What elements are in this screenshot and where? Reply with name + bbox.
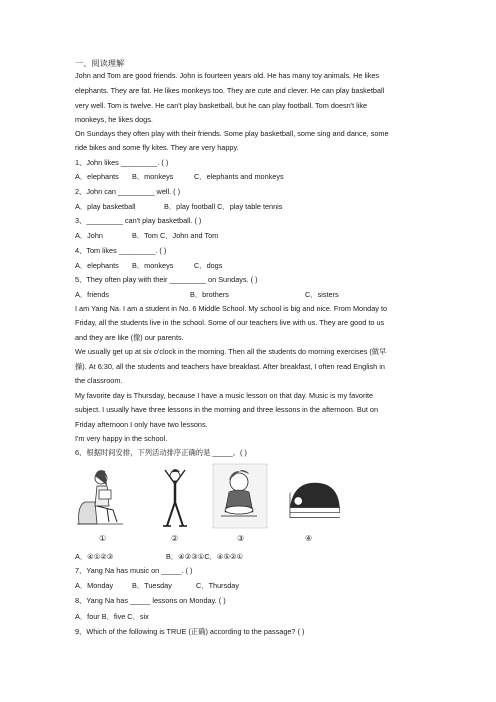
q5-option-a: A．friends xyxy=(75,290,110,299)
section-title: 一、阅读理解 xyxy=(75,58,125,68)
exercise-picture xyxy=(145,462,203,530)
question-3: 3、_________ can't play basketball. ( ) xyxy=(75,216,202,225)
question-5: 5、They often play with their _________ on Sundays. ( ) xyxy=(75,275,258,284)
q4-option-b: B．monkeys xyxy=(132,261,174,270)
passage2-line: Friday afternoon I only have two lessons. xyxy=(75,420,208,429)
passage2-line: I am Yang Na. I am a student in No. 6 Middle School. My school is big and nice. From Monday to xyxy=(75,304,388,313)
passage2-line: We usually get up at six o'clock in the morning. Then all the students do morning exercises (做早 xyxy=(75,347,387,356)
q3-option-a: A．John xyxy=(75,231,103,240)
passage1-line: John and Tom are good friends. John is fourteen years old. He has many toy animals. He likes xyxy=(75,71,380,80)
question-7: 7、Yang Na has music on _____. ( ) xyxy=(75,566,193,575)
question-6: 6、根据时间安排，下列活动排序正确的是 _____。( ) xyxy=(75,448,247,457)
passage2-line: subject. I usually have three lessons in the morning and three lessons in the afternoon. But on xyxy=(75,405,379,414)
passage2-line: the classroom. xyxy=(75,376,123,385)
q6-option-b: B．④②③①C．④⑤②① xyxy=(166,552,244,561)
question-9: 9、Which of the following is TRUE (正确) according to the passage? ( ) xyxy=(75,627,305,636)
q1-option-c: C．elephants and monkeys xyxy=(194,172,284,181)
sleeping-picture xyxy=(285,462,343,530)
q1-option-a: A．elephants xyxy=(75,172,119,181)
activity-pictures xyxy=(73,462,363,534)
q1-option-b: B．monkeys xyxy=(132,172,174,181)
reading-girl-picture xyxy=(73,462,131,530)
passage2-line: Friday, all the students live in the school. Some of our teachers live with us. They are good to us xyxy=(75,318,385,327)
question-1: 1、John likes _________. ( ) xyxy=(75,158,169,167)
passage1-line: ride bikes and some fly kites. They are very happy. xyxy=(75,143,239,152)
passage1-line: monkeys, he likes dogs. xyxy=(75,115,153,124)
q7-option-a: A．Monday xyxy=(75,581,114,590)
passage2-line: I'm very happy in the school. xyxy=(75,434,168,443)
picture-label: ② xyxy=(171,534,179,543)
question-2: 2、John can _________ well. ( ) xyxy=(75,187,181,196)
q7-option-b: B．Tuesday xyxy=(132,581,172,590)
q4-option-c: C．dogs xyxy=(194,261,223,270)
q3-option-b: B．Tom C．John and Tom xyxy=(132,231,219,240)
q5-option-c: C．sisters xyxy=(305,290,339,299)
question-8: 8、Yang Na has _____ lessons on Monday. ( ) xyxy=(75,596,226,605)
passage2-line: My favorite day is Thursday, because I have a music lesson on that day. Music is my favorite xyxy=(75,391,374,400)
question-4: 4、Tom likes _________. ( ) xyxy=(75,246,167,255)
q2-option-a: A．play basketball xyxy=(75,202,136,211)
q8-options: A．four B．five C．six xyxy=(75,612,149,621)
q2-option-b: B．play football C．play table tennis xyxy=(164,202,283,211)
passage2-line: and they are like (像) our parents. xyxy=(75,333,184,342)
q7-option-c: C．Thursday xyxy=(196,581,239,590)
passage1-line: On Sundays they often play with their friends. Some play basketball, some sing and dance, some xyxy=(75,129,389,138)
passage2-line: 操). At 6:30, all the students and teachers have breakfast. After breakfast, I often read English in xyxy=(75,362,385,371)
picture-label: ① xyxy=(99,534,107,543)
q6-option-a: A．④①②③ xyxy=(75,552,114,561)
picture-label: ③ xyxy=(237,534,245,543)
q5-option-b: B．brothers xyxy=(190,290,229,299)
picture-label: ④ xyxy=(305,534,313,543)
q4-option-a: A．elephants xyxy=(75,261,119,270)
passage1-line: elephants. They are fat. He likes monkeys too. They are cute and clever. He can play basketball xyxy=(75,86,385,95)
breakfast-picture xyxy=(211,462,269,530)
passage1-line: very well. Tom is twelve. He can't play basketball, but he can play football. Tom doesn't like xyxy=(75,101,368,110)
